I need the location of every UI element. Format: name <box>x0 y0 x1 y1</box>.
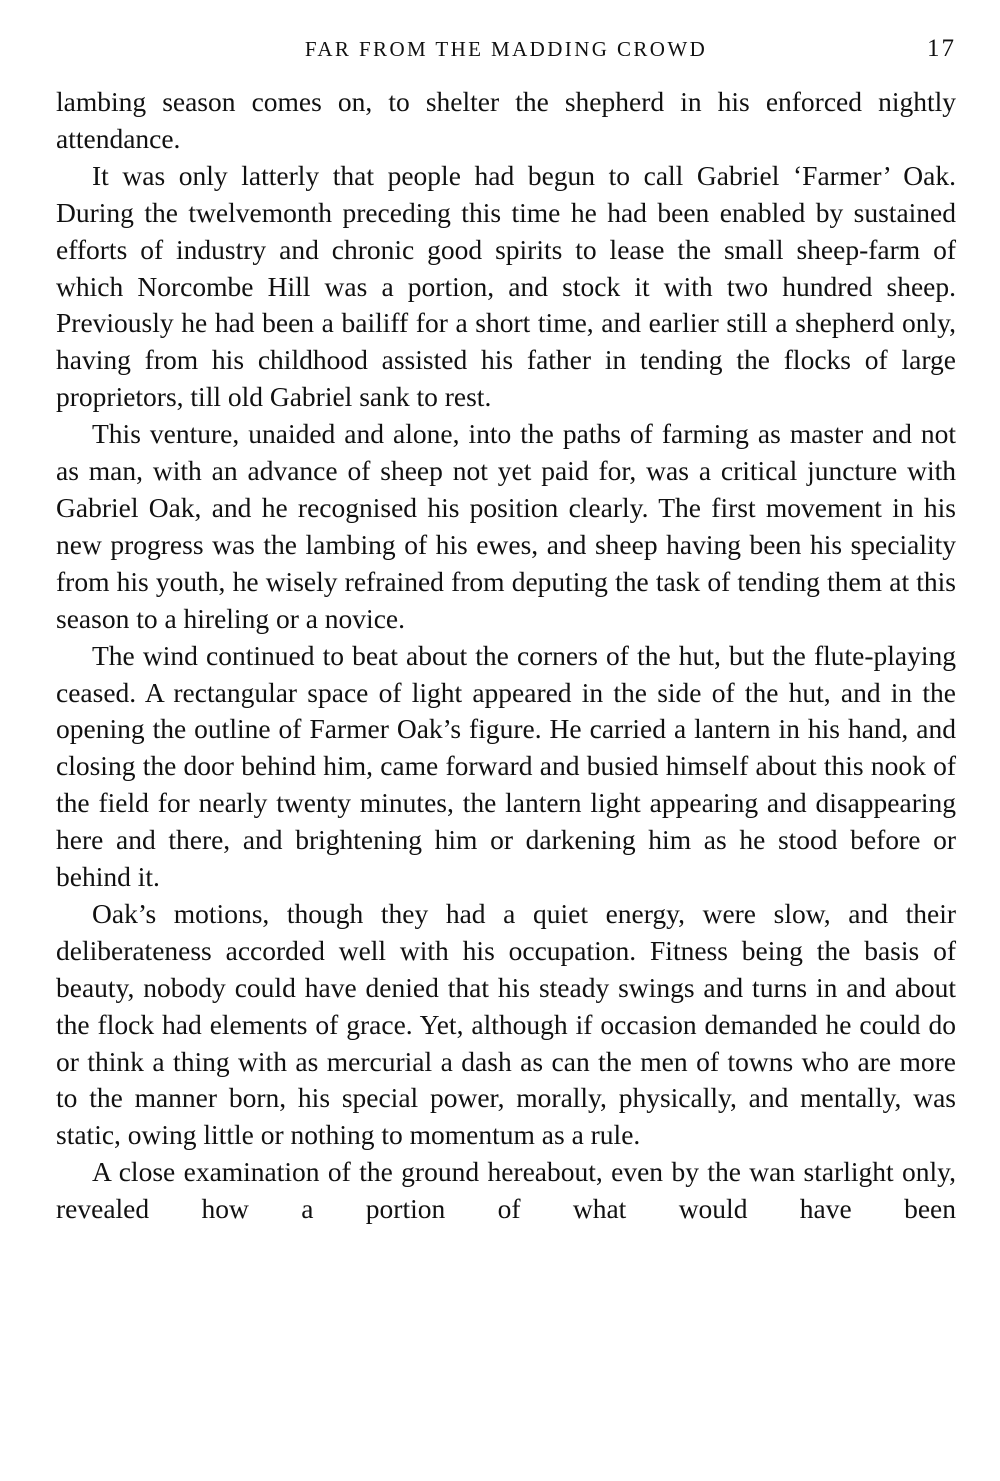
paragraph: It was only latterly that people had begun to call Gabriel ‘Farmer’ Oak. During the twelvemonth preceding this time he had been enabled by sustained efforts of industry and chronic good spirits to lease the small sheep-farm of which Norcombe Hill was a portion, and stock it with two hundred sheep. Previously he had been a bailiff for a short time, and earlier still a shepherd only, having from his childhood assisted his father in tending the flocks of large proprietors, till old Gabriel sank to rest. <box>56 159 956 413</box>
running-title: FAR FROM THE MADDING CROWD <box>304 37 708 61</box>
paragraph: Oak’s motions, though they had a quiet energy, were slow, and their deliberateness accorded well with his occupation. Fitness being the basis of beauty, nobody could have denied that his steady swings and turns in and about the flock had elements of grace. Yet, although if occasion demanded he could do or think a thing with as mercurial a dash as can the men of towns who are more to the manner born, his special power, morally, physically, and mentally, was static, owing little or nothing to momentum as a rule. <box>56 897 956 1151</box>
paragraph: The wind continued to beat about the corners of the hut, but the flute-playing ceased. A rectangular space of light appeared in the side of the hut, and in the opening the outline of Farmer Oak’s figure. He carried a lantern in his hand, and closing the door behind him, came forward and busied himself about this nook of the field for nearly twenty minutes, the lantern light appearing and disappearing here and there, and brightening him or darkening him as he stood before or behind it. <box>56 639 956 893</box>
paragraph: This venture, unaided and alone, into the paths of farming as master and not as man, with an advance of sheep not yet paid for, was a critical juncture with Gabriel Oak, and he recognised his position clearly. The first movement in his new progress was the lambing of his ewes, and sheep having been his speciality from his youth, he wisely refrained from deputing the task of tending them at this season to a hireling or a novice. <box>56 418 956 634</box>
paragraph-continued: lambing season comes on, to shelter the shepherd in his enforced nightly attendance. <box>56 86 956 154</box>
body-text <box>56 84 956 1228</box>
page-number: 17 <box>927 35 956 62</box>
running-head <box>56 34 956 64</box>
paragraph-continues: A close examination of the ground hereabout, even by the wan starlight only, revealed how a portion of what would have been <box>56 1156 956 1225</box>
